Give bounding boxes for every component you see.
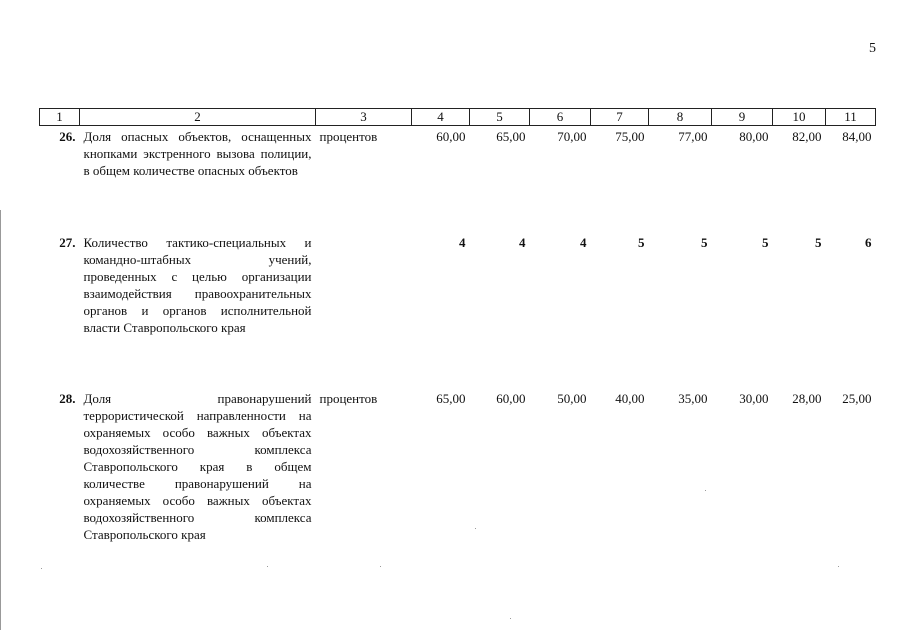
value-cell: 5	[701, 235, 708, 250]
table-row	[40, 232, 876, 388]
value-cell: 6	[865, 235, 872, 250]
left-margin-rule	[0, 210, 1, 630]
value-cell: 5	[762, 235, 769, 250]
table-row	[40, 126, 876, 233]
row-number: 26.	[59, 129, 76, 144]
value-cell: 28,00	[792, 391, 822, 406]
column-header: 11	[826, 109, 876, 126]
column-header: 9	[712, 109, 773, 126]
column-header: 6	[530, 109, 591, 126]
unit-of-measure: процентов	[319, 129, 378, 144]
column-header: 10	[773, 109, 826, 126]
indicator-description: Доля правонарушений террористической направленности на охраняемых особо важных объектах водохозяйственного комплекса Ставропольского края в общем количестве правонарушений на охраняемых особо важных объектах водохозяйственного комплекса Ставропольского края	[83, 391, 312, 542]
column-header: 5	[470, 109, 530, 126]
column-header: 4	[412, 109, 470, 126]
scan-speck	[510, 618, 511, 619]
value-cell: 75,00	[615, 129, 645, 144]
scan-speck	[267, 566, 268, 567]
scan-speck	[380, 566, 381, 567]
column-header: 3	[316, 109, 412, 126]
value-cell: 82,00	[792, 129, 822, 144]
scan-speck	[41, 568, 42, 569]
value-cell: 5	[638, 235, 645, 250]
value-cell: 77,00	[678, 129, 708, 144]
value-cell: 60,00	[436, 129, 466, 144]
indicator-description: Количество тактико-специальных и командно-штабных учений, проведенных с целью организации взаимодействия правоохранительных органов и органов исполнительной власти Ставропольского края	[83, 235, 312, 335]
page-number: 5	[869, 41, 876, 56]
table-row	[40, 388, 876, 580]
scan-speck	[475, 528, 476, 529]
column-header: 7	[591, 109, 649, 126]
indicators-table	[39, 108, 876, 580]
value-cell: 4	[459, 235, 466, 250]
unit-of-measure: процентов	[319, 391, 378, 406]
column-header: 8	[649, 109, 712, 126]
value-cell: 50,00	[557, 391, 587, 406]
value-cell: 80,00	[739, 129, 769, 144]
column-header: 1	[40, 109, 80, 126]
row-number: 28.	[59, 391, 76, 406]
column-number-header	[40, 109, 876, 126]
value-cell: 30,00	[739, 391, 769, 406]
value-cell: 35,00	[678, 391, 708, 406]
value-cell: 4	[519, 235, 526, 250]
value-cell: 4	[580, 235, 587, 250]
indicator-description: Доля опасных объектов, оснащенных кнопками экстренного вызова полиции, в общем количестве опасных объектов	[83, 129, 312, 178]
scan-speck	[705, 490, 706, 491]
unit-of-measure	[316, 232, 412, 388]
value-cell: 70,00	[557, 129, 587, 144]
value-cell: 25,00	[842, 391, 872, 406]
column-header: 2	[80, 109, 316, 126]
value-cell: 40,00	[615, 391, 645, 406]
value-cell: 5	[815, 235, 822, 250]
value-cell: 60,00	[496, 391, 526, 406]
value-cell: 84,00	[842, 129, 872, 144]
value-cell: 65,00	[436, 391, 466, 406]
value-cell: 65,00	[496, 129, 526, 144]
row-number: 27.	[59, 235, 76, 250]
scan-speck	[838, 566, 839, 567]
